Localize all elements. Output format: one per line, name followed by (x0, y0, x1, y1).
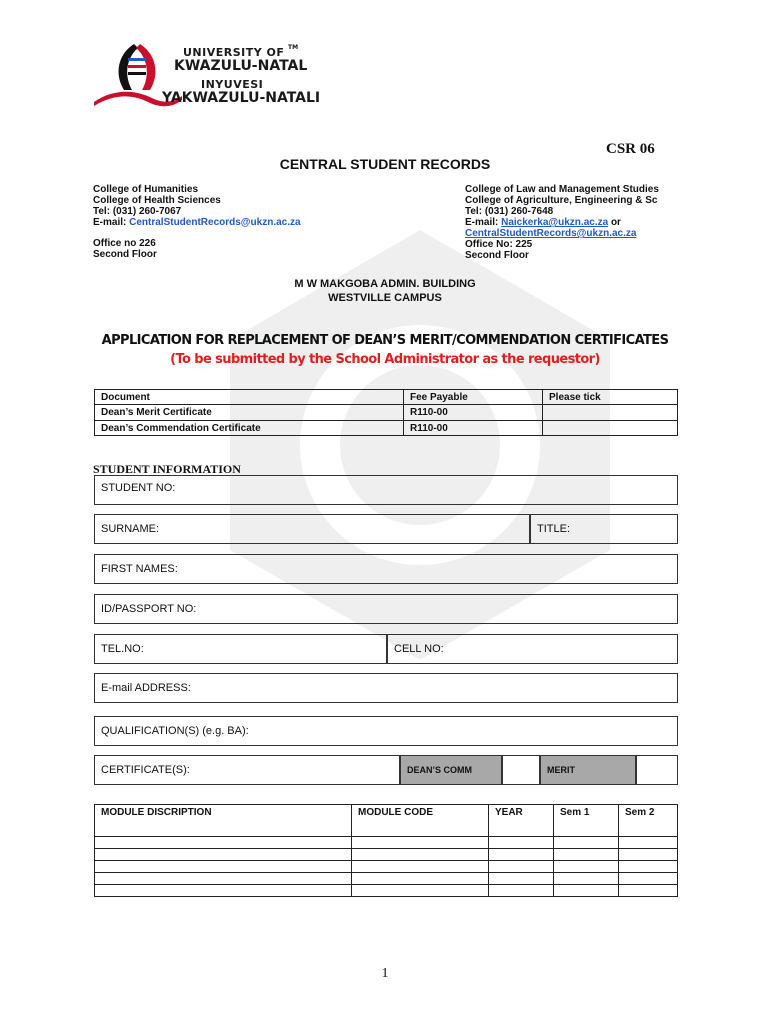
logo-line-1: UNIVERSITY OF (183, 46, 285, 59)
student-no-field[interactable] (94, 475, 678, 505)
cell-no-label: CELL NO: (394, 643, 444, 655)
right-floor: Second Floor (465, 250, 529, 261)
fee-header-fee: Fee Payable (404, 390, 543, 405)
module-table (94, 804, 678, 897)
id-passport-field[interactable] (94, 594, 678, 624)
surname-label: SURNAME: (101, 523, 160, 535)
module-row[interactable] (95, 885, 678, 897)
left-floor: Second Floor (93, 249, 157, 260)
right-office: Office No: 225 (465, 239, 533, 250)
title-field[interactable] (530, 514, 678, 544)
right-email-line (465, 217, 675, 228)
right-college-2: College of Agriculture, Engineering & Sc (465, 195, 658, 206)
fee-table (94, 389, 678, 436)
module-header-sem1: Sem 1 (554, 805, 619, 837)
qualification-label: QUALIFICATION(S) (e.g. BA): (101, 725, 249, 737)
merit-tick-box[interactable] (543, 405, 678, 421)
first-names-field[interactable] (94, 554, 678, 584)
surname-field[interactable] (94, 514, 530, 544)
form-code: CSR 06 (606, 141, 655, 157)
logo-line-2: KWAZULU-NATAL (174, 58, 308, 74)
module-row[interactable] (95, 849, 678, 861)
left-email-line (93, 217, 301, 228)
module-table-header (95, 805, 678, 837)
page-heading: CENTRAL STUDENT RECORDS (279, 156, 491, 172)
logo-line-4: YAKWAZULU-NATALI (162, 90, 321, 106)
campus-name: WESTVILLE CAMPUS (328, 292, 442, 304)
left-contact-block (93, 184, 301, 260)
certificates-label: CERTIFICATE(S): (101, 764, 190, 776)
right-email-link-2[interactable]: CentralStudentRecords@ukzn.ac.za (465, 228, 637, 239)
qualification-field[interactable] (94, 716, 678, 746)
module-header-year: YEAR (489, 805, 554, 837)
fee-table-header (95, 390, 678, 405)
right-contact-block (465, 184, 675, 261)
email-label: E-mail ADDRESS: (101, 682, 191, 694)
form-subtitle: (To be submitted by the School Administrator as the requestor) (170, 352, 600, 367)
module-row[interactable] (95, 837, 678, 849)
right-college-1: College of Law and Management Studies (465, 184, 659, 195)
left-college-2: College of Health Sciences (93, 195, 221, 206)
left-college-1: College of Humanities (93, 184, 199, 195)
deans-comm-label: DEAN’S COMM (407, 765, 472, 775)
fee-cell-fee: R110-00 (404, 421, 543, 436)
merit-option (540, 755, 636, 785)
fee-cell-fee: R110-00 (404, 405, 543, 421)
first-names-label: FIRST NAMES: (101, 563, 178, 575)
certificates-field (94, 755, 400, 785)
deans-comm-option (400, 755, 502, 785)
module-header-code: MODULE CODE (352, 805, 489, 837)
cell-no-field[interactable] (387, 634, 678, 664)
commendation-tick-box[interactable] (543, 421, 678, 436)
form-title: APPLICATION FOR REPLACEMENT OF DEAN’S MERIT/COMMENDATION CERTIFICATES (101, 333, 669, 348)
deans-comm-tick-box[interactable] (502, 755, 540, 785)
title-label: TITLE: (537, 523, 571, 535)
building-block (0, 277, 770, 305)
left-email-link[interactable]: CentralStudentRecords@ukzn.ac.za (129, 217, 301, 228)
logo-tm: TM (288, 44, 299, 51)
fee-row-merit (95, 405, 678, 421)
right-email-link-1[interactable]: Naickerka@ukzn.ac.za (501, 217, 609, 228)
module-row[interactable] (95, 861, 678, 873)
email-field[interactable] (94, 673, 678, 703)
student-no-label: STUDENT NO: (101, 482, 176, 494)
fee-header-document: Document (95, 390, 404, 405)
right-email-label: E-mail: (465, 217, 499, 228)
fee-header-tick: Please tick (543, 390, 678, 405)
left-email-label: E-mail: (93, 217, 127, 228)
module-header-description: MODULE DISCRIPTION (95, 805, 352, 837)
id-passport-label: ID/PASSPORT NO: (101, 603, 197, 615)
fee-cell-document: Dean’s Commendation Certificate (95, 421, 404, 436)
page-number: 1 (381, 966, 389, 981)
fee-cell-document: Dean’s Merit Certificate (95, 405, 404, 421)
tel-no-label: TEL.NO: (101, 643, 144, 655)
module-header-sem2: Sem 2 (619, 805, 678, 837)
fee-row-commendation (95, 421, 678, 436)
building-name: M W MAKGOBA ADMIN. BUILDING (294, 278, 476, 290)
left-office: Office no 226 (93, 238, 156, 249)
student-info-heading: STUDENT INFORMATION (93, 462, 241, 476)
module-row[interactable] (95, 873, 678, 885)
right-email-or: or (610, 217, 621, 228)
merit-label: MERIT (547, 765, 575, 775)
right-tel: Tel: (031) 260-7648 (465, 206, 554, 217)
left-tel: Tel: (031) 260-7067 (93, 206, 182, 217)
tel-no-field[interactable] (94, 634, 387, 664)
merit-tick-box[interactable] (636, 755, 678, 785)
logo-line-3: INYUVESI (201, 78, 264, 91)
